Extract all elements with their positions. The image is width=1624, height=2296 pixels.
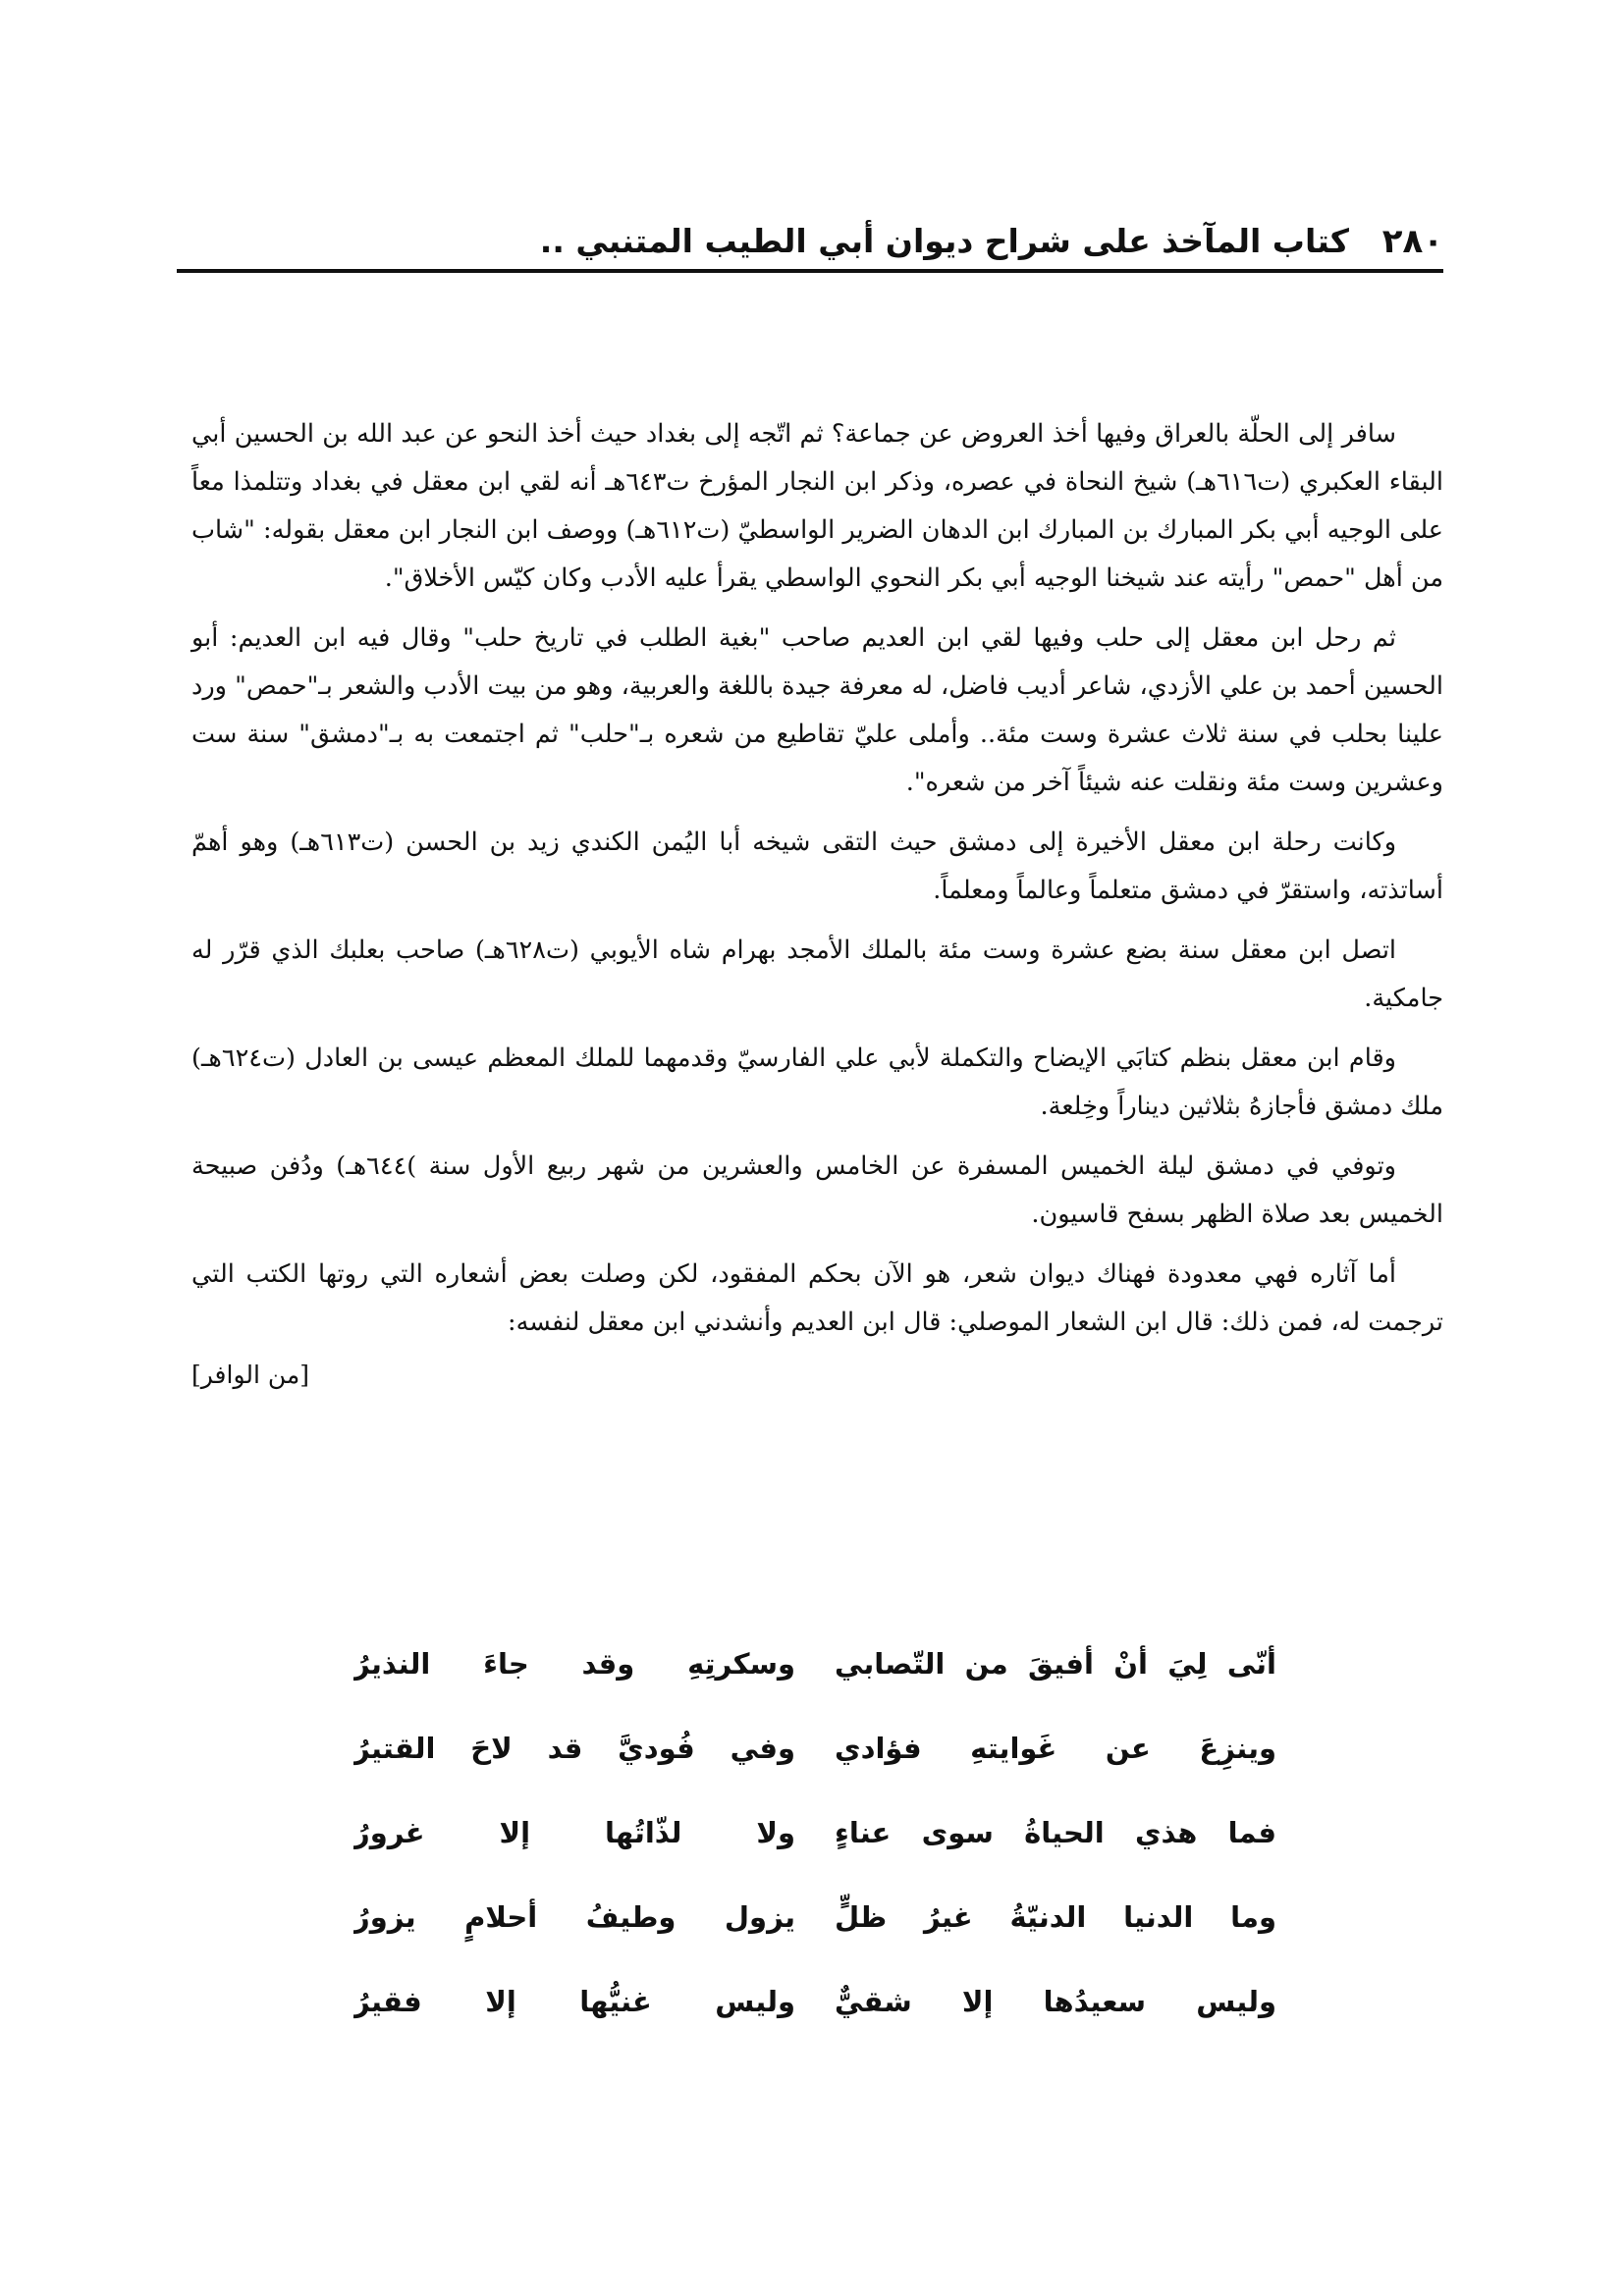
poem-verse — [353, 1972, 1276, 2056]
header-rule — [177, 269, 1443, 273]
verse-second-hemistich: وليس غنيُّها إلا فقيرُ — [353, 1985, 795, 2018]
verse-second-hemistich: يزول وطيفُ أحلامٍ يزورُ — [353, 1900, 795, 1934]
paragraph-idah-takmila: وقام ابن معقل بنظم كتابَي الإيضاح والتكملة لأبي علي الفارسيّ وقدمهما للملك المعظم عيسى بن العادل (ت٦٢٤هـ) ملك دمشق فأجازهُ بثلاثين ديناراً وخِلعة. — [191, 1043, 1443, 1121]
verse-first-hemistich: وليس سعيدُها إلا شقيٌّ — [835, 1985, 1276, 2018]
poem-verse — [353, 1803, 1276, 1888]
verse-second-hemistich: ولا لذّاتُها إلا غرورُ — [353, 1816, 795, 1849]
poem — [353, 1634, 1276, 2056]
poem-verse — [353, 1719, 1276, 1803]
meter-label: [من الوافر] — [191, 1361, 310, 1389]
verse-second-hemistich: وفي فُوديَّ قد لاحَ القتيرُ — [353, 1732, 795, 1765]
verse-first-hemistich: وما الدنيا الدنيّةُ غيرُ ظلٍّ — [835, 1900, 1276, 1934]
paragraph-aleppo: ثم رحل ابن معقل إلى حلب وفيها لقي ابن العديم صاحب "بغية الطلب في تاريخ حلب" وقال فيه ابن العديم: أبو الحسين أحمد بن علي الأزدي، شاعر أديب فاضل، له معرفة جيدة باللغة والعربية، وهو من بيت الأدب والشعر بـ"حمص" ورد علينا بحلب في سنة ثلاث عشرة وست مئة.. وأملى عليّ تقاطيع من شعره بـ"حلب" ثم اجتمعت به بـ"دمشق" سنة ست وعشرين وست مئة ونقلت عنه شيئاً آخر من شعره". — [191, 623, 1443, 797]
paragraph-damascus: وكانت رحلة ابن معقل الأخيرة إلى دمشق حيث التقى شيخه أبا اليُمن الكندي زيد بن الحسن (ت٦١٣هـ) وهو أهمّ أساتذته، واستقرّ في دمشق متعلماً وعالماً ومعلماً. — [191, 828, 1443, 905]
book-title: كتاب المآخذ على شراح ديوان أبي الطيب المتنبي .. — [539, 222, 1349, 260]
paragraph-works: أما آثاره فهي معدودة فهناك ديوان شعر، هو الآن بحكم المفقود، لكن وصلت بعض أشعاره التي روتها الكتب التي ترجمت له، فمن ذلك: قال ابن الشعار الموصلي: قال ابن العديم وأنشدني ابن معقل لنفسه: — [191, 1259, 1443, 1337]
verse-first-hemistich: فما هذي الحياةُ سوى عناءٍ — [835, 1816, 1276, 1849]
paragraph-travels-hilla-baghdad: سافر إلى الحلّة بالعراق وفيها أخذ العروض عن جماعة؟ ثم اتّجه إلى بغداد حيث أخذ النحو عن عبد الله بن الحسين أبي البقاء العكبري (ت٦١٦هـ) شيخ النحاة في عصره، وذكر ابن النجار المؤرخ ت٦٤٣هـ أنه لقي ابن معقل في بغداد وتتلمذا معاً على الوجيه أبي بكر المبارك بن المبارك ابن الدهان الضرير الواسطيّ (ت٦١٢هـ) ووصف ابن النجار ابن معقل بقوله: "شاب من أهل "حمص" رأيته عند شيخنا الوجيه أبي بكر النحوي الواسطي يقرأ عليه الأدب وكان كيّس الأخلاق". — [191, 419, 1444, 593]
body-text — [191, 410, 1443, 1406]
poem-verse — [353, 1634, 1276, 1719]
verse-first-hemistich: أنّى لِيَ أنْ أفيقَ من التّصابي — [835, 1647, 1276, 1681]
poem-verse — [353, 1888, 1276, 1972]
verse-second-hemistich: وسكرتِهِ وقد جاءَ النذيرُ — [353, 1647, 795, 1681]
paragraph-baalbek: اتصل ابن معقل سنة بضع عشرة وست مئة بالملك الأمجد بهرام شاه الأيوبي (ت٦٢٨هـ) صاحب بعلبك الذي قرّر له جامكية. — [191, 935, 1443, 1013]
verse-first-hemistich: وينزِعَ عن غَوايتهِ فؤادي — [835, 1732, 1276, 1765]
running-header — [177, 218, 1443, 273]
page-number: ٢٨٠ — [1381, 222, 1443, 261]
paragraph-death: وتوفي في دمشق ليلة الخميس المسفرة عن الخامس والعشرين من شهر ربيع الأول سنة )٦٤٤هـ) ودُفن صبيحة الخميس بعد صلاة الظهر بسفح قاسيون. — [191, 1151, 1443, 1229]
